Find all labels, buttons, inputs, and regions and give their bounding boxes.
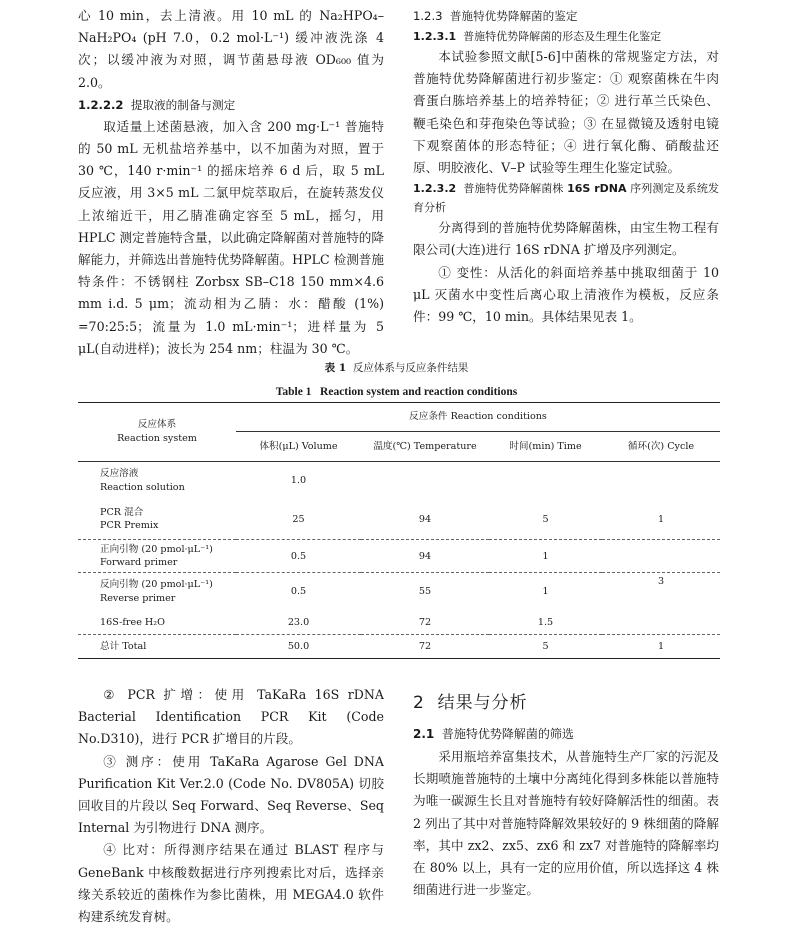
paragraph: 本试验参照文献[5-6]中菌株的常规鉴定方法，对普施特优势降解菌进行初步鉴定：① 观察菌株在牛肉膏蛋白胨培养基上的培养特征；② 进行革兰氏染色、鞭毛染色和芽孢染色等试验；③ 在显微镜及透射电镜下观察菌体的形态特征；④ 进行氧化酶、硝酸盐还原、明胶液化、V–P 试验等生理生化鉴定试验。 xyxy=(413,49,719,176)
cell-temperature xyxy=(361,462,489,500)
cell-temperature: 94 xyxy=(418,550,432,562)
cell-cycle xyxy=(602,540,720,573)
left-column-bottom xyxy=(78,684,384,928)
row-label xyxy=(78,500,236,540)
row-label-cn: 正向引物 (20 pmol·μL⁻¹) xyxy=(100,543,213,555)
row-label-en: Reaction solution xyxy=(100,481,185,493)
heading-text: 普施特优势降解菌的筛选 xyxy=(441,727,574,741)
row-label-en: Forward primer xyxy=(100,557,178,568)
heading-number: 2 xyxy=(413,693,425,713)
paragraph: 取适量上述菌悬液，加入含 200 mg·L⁻¹ 普施特的 50 mL 无机盐培养基中，以不加菌为对照，置于 30 ℃，140 r·min⁻¹ 的摇床培养 6 d 后，取 5 mL 反应液，用 3×5 mL 二氯甲烷萃取后，在旋转蒸发仪上浓缩近干，用乙腈准确定容至 5 mL，摇匀，用 HPLC 测定普施特含量，以此确定降解菌对普施特的降解能力，并筛选出普施特优势降解菌。HPLC 检测普施特条件：不锈钢柱 Zorbsx SB–C18 150 mm×4.6 mm i.d. 5 μm；流动相为乙腈：水：醋酸 (1%) =70:25:5；流量为 1.0 mL·min⁻¹；进样量为 5 μL(自动进样)；波长为 254 nm；柱温为 30 ℃。 xyxy=(78,118,384,356)
cell-temperature: 55 xyxy=(418,586,432,598)
cell-time: 1 xyxy=(542,586,549,598)
reaction-table xyxy=(78,402,720,660)
cell-volume: 0.5 xyxy=(290,586,307,598)
row-label xyxy=(78,635,236,659)
heading-number: 1.2.3.2 xyxy=(413,182,457,196)
right-column-top xyxy=(413,5,719,328)
section-heading xyxy=(413,688,719,718)
col-temperature: 温度(℃) Temperature xyxy=(361,432,489,462)
row-label-cn: 反向引物 (20 pmol·μL⁻¹) xyxy=(100,579,213,591)
heading-text: 结果与分析 xyxy=(437,693,528,713)
heading-number: 1.2.3 xyxy=(413,9,443,23)
cell-time: 1 xyxy=(542,550,549,562)
cell-time: 5 xyxy=(542,513,549,525)
row-label-cn: 反应溶液 xyxy=(100,468,139,480)
row-label xyxy=(78,611,236,635)
row-label-cn: 总计 Total xyxy=(100,640,147,652)
table-title-en: Reaction system and reaction conditions xyxy=(320,386,518,398)
heading-bold-term: 16S rDNA xyxy=(567,182,627,196)
paragraph: ② PCR 扩增：使用 TaKaRa 16S rDNA Bacterial Identification PCR Kit (Code No.D310)，进行 PCR 扩增目的片段。 xyxy=(78,687,384,747)
cell-volume: 0.5 xyxy=(290,550,307,562)
row-label-cn: PCR 混合 xyxy=(100,506,144,518)
row-label xyxy=(78,573,236,611)
row-label xyxy=(78,540,236,573)
heading-number: 1.2.3.1 xyxy=(413,30,457,43)
col-cycle: 循环(次) Cycle xyxy=(602,432,720,462)
header-system-en: Reaction system xyxy=(117,433,197,444)
table xyxy=(78,402,720,659)
subsection-heading xyxy=(413,27,719,46)
row-label-en: PCR Premix xyxy=(100,520,159,532)
cell-cycle xyxy=(602,611,720,635)
table-caption-cn xyxy=(0,360,793,376)
table-row xyxy=(78,462,720,500)
heading-text: 提取液的制备与测定 xyxy=(130,97,236,112)
cell-cycle: 1 xyxy=(657,513,665,525)
left-column-top xyxy=(78,5,384,360)
cell-time: 5 xyxy=(542,641,549,652)
heading-text: 普施特优势降解菌的形态及生理生化鉴定 xyxy=(463,30,662,43)
paragraph: 心 10 min，去上清液。用 10 mL 的 Na₂HPO₄–NaH₂PO₄ (pH 7.0，0.2 mol·L⁻¹) 缓冲液洗涤 4 次；以缓冲液为对照，调节菌悬母液 OD₆₀₀ 值为 2.0。 xyxy=(78,8,384,90)
cell-temperature: 72 xyxy=(418,641,432,652)
header-reaction-system xyxy=(78,403,236,462)
row-label xyxy=(78,462,236,500)
table-row-total xyxy=(78,635,720,659)
cell-time: 1.5 xyxy=(537,616,554,628)
cell-volume: 23.0 xyxy=(287,616,310,628)
heading-number: 2.1 xyxy=(413,727,435,741)
table-caption-en xyxy=(0,383,793,401)
col-time: 时间(min) Time xyxy=(489,432,602,462)
subsection-heading xyxy=(413,179,719,217)
paragraph: ③ 测序：使用 TaKaRa Agarose Gel DNA Purification Kit Ver.2.0 (Code No. DV805A) 切胶回收目的片段以 Seq Forward、Seq Reverse、Seq Internal 为引物进行 DNA 测序。 xyxy=(78,753,384,836)
paragraph: ④ 比对：所得测序结果在通过 BLAST 程序与 GeneBank 中核酸数据进行序列搜索比对后，选择亲缘关系较近的菌株作为参比菌株，用 MEGA4.0 软件构建系统发育树。 xyxy=(78,842,384,925)
right-column-bottom xyxy=(413,684,719,901)
paragraph: 采用瓶培养富集技术，从普施特生产厂家的污泥及长期喷施普施特的土壤中分离纯化得到多株能以普施特为唯一碳源生长且对普施特有较好降解活性的细菌。表 2 列出了其中对普施特降解效果较好的 9 株细菌的降解率，其中 zx2、zx5、zx6 和 zx7 对普施特的降解率均在 80% 以上，具有一定的应用价值，所以选择这 4 株细菌进行进一步鉴定。 xyxy=(413,749,719,898)
subsection-heading xyxy=(413,722,719,746)
table-title-cn: 反应体系与反应条件结果 xyxy=(352,362,469,374)
cell-volume: 25 xyxy=(292,513,305,525)
section-heading xyxy=(78,94,384,116)
table-row xyxy=(78,611,720,635)
cell-cycle: 1 xyxy=(657,641,665,652)
cell-temperature: 72 xyxy=(418,616,432,628)
heading-text: 普施特优势降解菌的鉴定 xyxy=(449,9,578,23)
heading-number: 1.2.2.2 xyxy=(78,97,124,112)
table-row xyxy=(78,540,720,573)
row-label-cn: 16S-free H₂O xyxy=(100,616,165,628)
cell-volume: 1.0 xyxy=(290,475,307,487)
table-number-cn: 表 1 xyxy=(324,362,347,374)
cell-temperature: 94 xyxy=(418,513,432,525)
row-label-en: Reverse primer xyxy=(100,592,176,604)
section-heading xyxy=(413,5,719,27)
paragraph: 分离得到的普施特优势降解菌株，由宝生物工程有限公司(大连)进行 16S rDNA 扩增及序列测定。 xyxy=(413,220,719,258)
paragraph: ① 变性：从活化的斜面培养基中挑取细菌于 10 μL 灭菌水中变性后离心取上清液作为模板，反应条件：99 ℃，10 min。具体结果见表 1。 xyxy=(413,264,719,325)
heading-text: 普施特优势降解菌株 xyxy=(463,182,568,196)
cell-volume: 50.0 xyxy=(287,641,310,652)
table-row xyxy=(78,500,720,540)
col-volume: 体积(μL) Volume xyxy=(236,432,361,462)
table-number-en: Table 1 xyxy=(275,386,312,398)
cell-cycle xyxy=(602,462,720,500)
header-system-cn: 反应体系 xyxy=(137,419,177,430)
cell-time xyxy=(489,462,602,500)
heading-text: 序列测定及系统发育分析 xyxy=(413,182,719,215)
header-conditions: 反应条件 Reaction conditions xyxy=(409,411,547,422)
table-row xyxy=(78,573,720,611)
cell-cycle: 3 xyxy=(657,576,665,587)
